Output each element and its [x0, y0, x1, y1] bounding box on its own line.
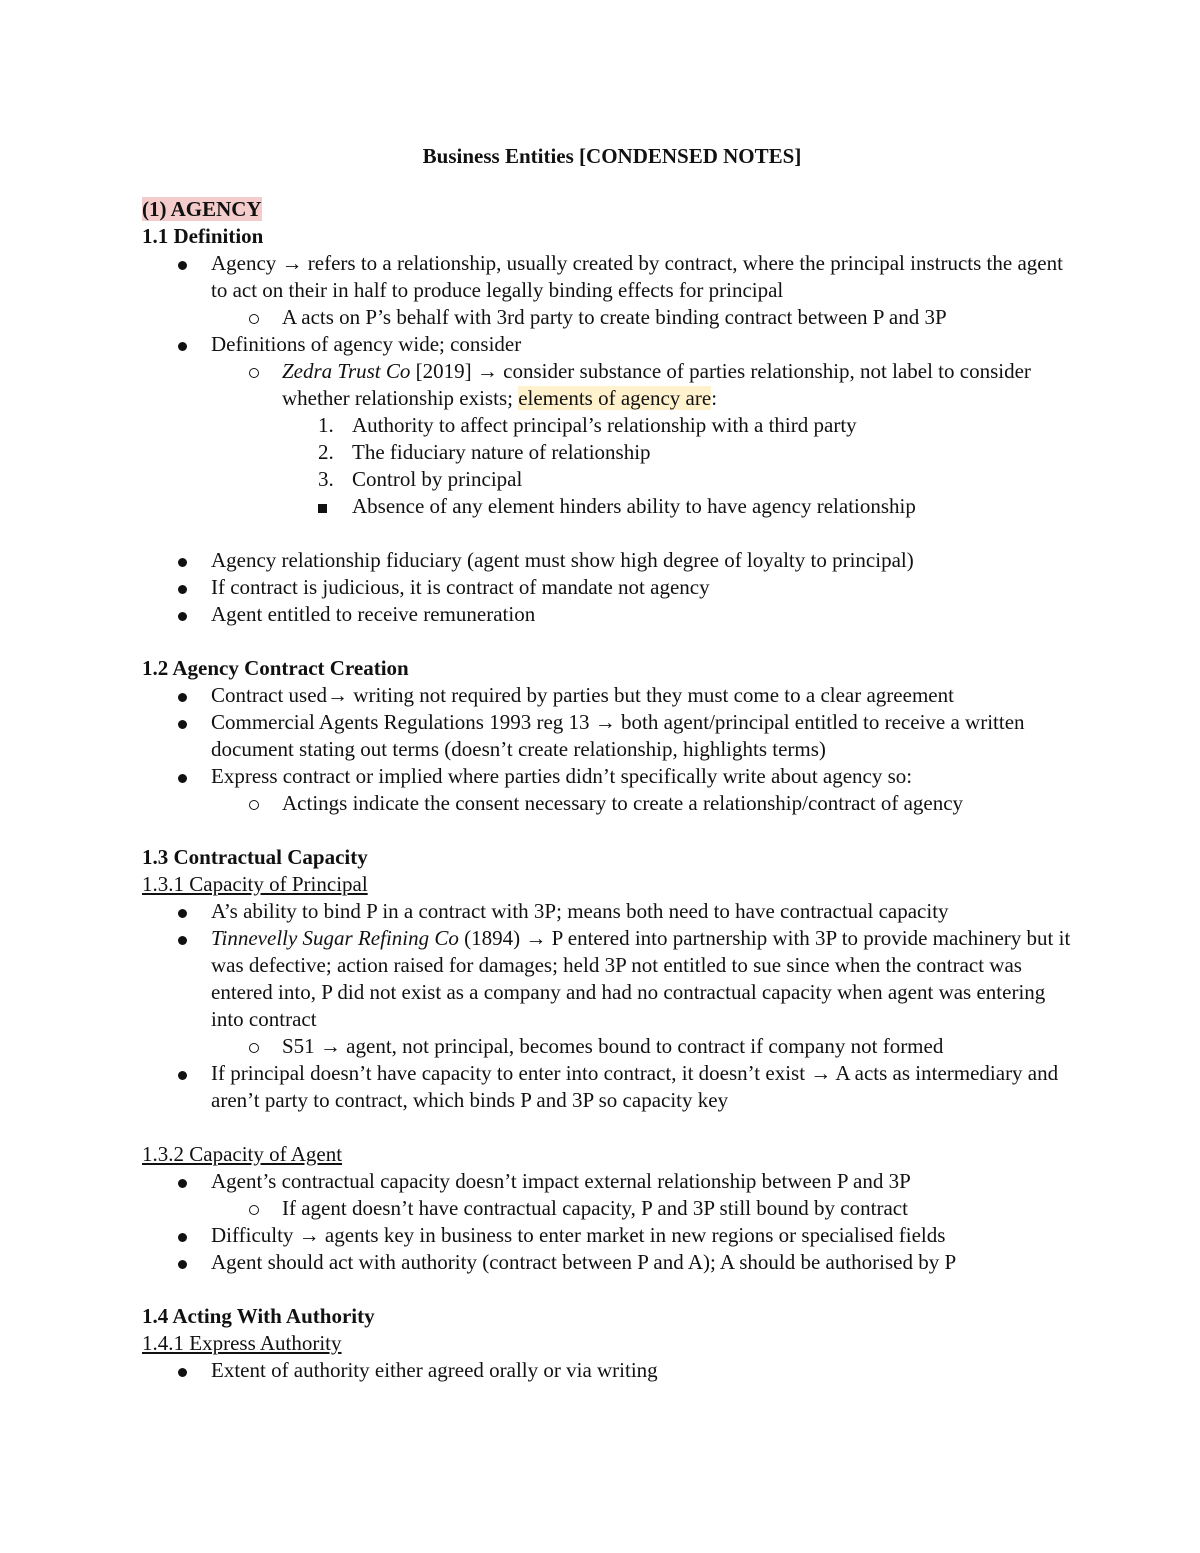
subsection-heading-contract-creation: 1.2 Agency Contract Creation	[142, 656, 409, 680]
bullet-icon	[178, 1060, 187, 1087]
list-item: A acts on P’s behalf with 3rd party to create binding contract between P and 3P	[142, 304, 1082, 331]
list-item: Agent’s contractual capacity doesn’t impact external relationship between P and 3P	[142, 1168, 1082, 1195]
subsubsection-heading-capacity-of-principal: 1.3.1 Capacity of Principal	[142, 872, 368, 896]
subsubsection-heading-capacity-of-agent: 1.3.2 Capacity of Agent	[142, 1142, 343, 1166]
list-item: Commercial Agents Regulations 1993 reg 13 → both agent/principal entitled to receive a written document stating out terms (doesn’t create relationship, highlights terms)	[142, 709, 1082, 763]
square-bullet-icon	[318, 493, 327, 520]
list-item: Agency → refers to a relationship, usually created by contract, where the principal instructs the agent to act on their in half to produce legally binding effects for principal	[142, 250, 1082, 304]
definition-list	[142, 250, 1082, 520]
hollow-bullet-icon	[249, 790, 259, 817]
bullet-icon	[178, 1222, 187, 1249]
numbered-item: 3. Control by principal	[318, 467, 523, 491]
document-title: Business Entities [CONDENSED NOTES]	[422, 144, 802, 168]
list-item: Difficulty → agents key in business to enter market in new regions or specialised fields	[142, 1222, 1082, 1249]
list-item: Contract used→ writing not required by parties but they must come to a clear agreement	[142, 682, 1082, 709]
bullet-icon	[178, 574, 187, 601]
subsubsection-heading-express-authority: 1.4.1 Express Authority	[142, 1331, 342, 1355]
list-item: S51 → agent, not principal, becomes bound to contract if company not formed	[142, 1033, 1082, 1060]
hollow-bullet-icon	[249, 1033, 259, 1060]
list-item: A’s ability to bind P in a contract with 3P; means both need to have contractual capacity	[142, 898, 1082, 925]
subsection-heading-acting-with-authority: 1.4 Acting With Authority	[142, 1304, 375, 1328]
bullet-icon	[178, 1249, 187, 1276]
numbered-item: 1. Authority to affect principal’s relationship with a third party	[318, 413, 857, 437]
definition-list-continued	[142, 547, 1082, 628]
list-item: Absence of any element hinders ability to have agency relationship	[142, 493, 1082, 520]
contract-creation-list	[142, 682, 1082, 817]
list-item: Agent should act with authority (contract between P and A); A should be authorised by P	[142, 1249, 1082, 1276]
bullet-icon	[178, 925, 187, 952]
bullet-icon	[178, 898, 187, 925]
bullet-icon	[178, 682, 187, 709]
list-item: Actings indicate the consent necessary to create a relationship/contract of agency	[142, 790, 1082, 817]
bullet-icon	[178, 331, 187, 358]
case-name: Tinnevelly Sugar Refining Co	[211, 926, 459, 950]
bullet-icon	[178, 763, 187, 790]
numbered-item: 2. The fiduciary nature of relationship	[318, 440, 651, 464]
bullet-icon	[178, 709, 187, 736]
bullet-icon	[178, 250, 187, 277]
list-item: Tinnevelly Sugar Refining Co (1894) → P entered into partnership with 3P to provide machinery but it was defective; action raised for damages; held 3P not entitled to sue since when the contract was entered into, P did not exist as a company and had no contractual capacity when agent was entering into contract	[142, 925, 1082, 1033]
list-item: If contract is judicious, it is contract of mandate not agency	[142, 574, 1082, 601]
hollow-bullet-icon	[249, 1195, 259, 1222]
hollow-bullet-icon	[249, 304, 259, 331]
list-item: Zedra Trust Co [2019] → consider substance of parties relationship, not label to consider whether relationship exists; elements of agency are:	[142, 358, 1082, 412]
list-item: If principal doesn’t have capacity to enter into contract, it doesn’t exist → A acts as intermediary and aren’t party to contract, which binds P and 3P so capacity key	[142, 1060, 1082, 1114]
bullet-icon	[178, 1168, 187, 1195]
list-item: Agent entitled to receive remuneration	[142, 601, 1082, 628]
bullet-icon	[178, 547, 187, 574]
capacity-agent-list	[142, 1168, 1082, 1276]
list-item: Extent of authority either agreed orally or via writing	[142, 1357, 1082, 1384]
highlighted-text: elements of agency are	[518, 386, 712, 410]
section-heading-agency: (1) AGENCY	[142, 197, 262, 221]
subsection-heading-definition: 1.1 Definition	[142, 224, 264, 248]
case-name: Zedra Trust Co	[282, 359, 411, 383]
hollow-bullet-icon	[249, 358, 259, 385]
list-item: Agency relationship fiduciary (agent must show high degree of loyalty to principal)	[142, 547, 1082, 574]
capacity-principal-list	[142, 898, 1082, 1114]
subsection-heading-contractual-capacity: 1.3 Contractual Capacity	[142, 845, 368, 869]
list-item: If agent doesn’t have contractual capacity, P and 3P still bound by contract	[142, 1195, 1082, 1222]
express-authority-list	[142, 1357, 1082, 1384]
bullet-icon	[178, 1357, 187, 1384]
list-item: Definitions of agency wide; consider	[142, 331, 1082, 358]
list-item: Express contract or implied where parties didn’t specifically write about agency so:	[142, 763, 1082, 790]
document-page	[142, 141, 1082, 1384]
bullet-icon	[178, 601, 187, 628]
